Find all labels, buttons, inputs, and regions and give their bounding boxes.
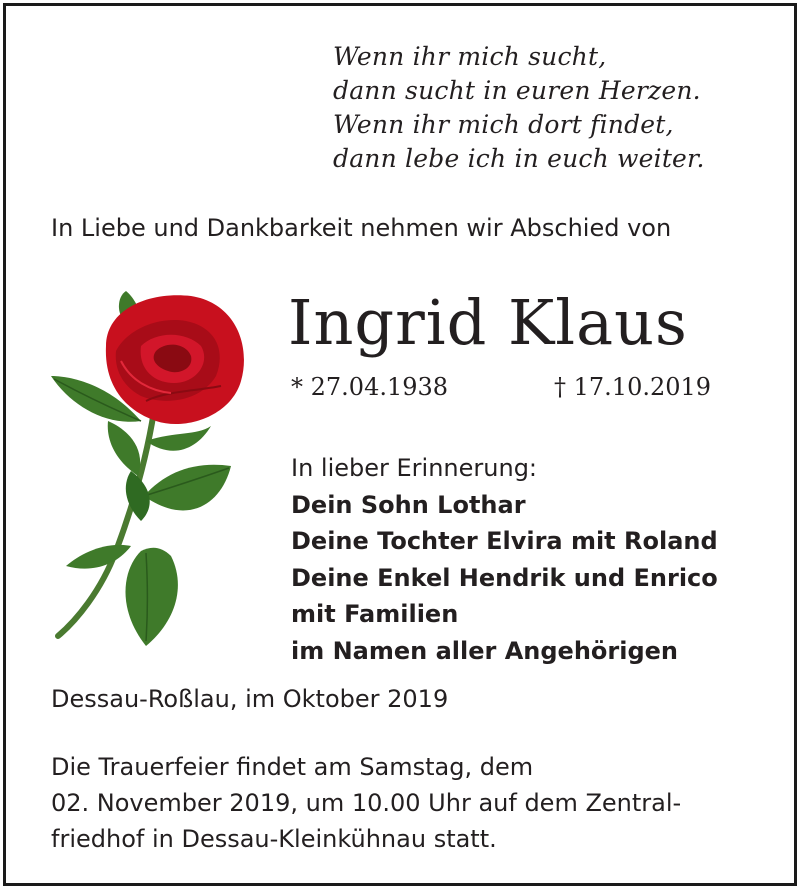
rose-bloom <box>106 295 244 424</box>
deceased-name: Ingrid Klaus <box>288 286 688 359</box>
funeral-line: 02. November 2019, um 10.00 Uhr auf dem Zentral- <box>51 789 682 817</box>
rose-image <box>46 291 256 651</box>
funeral-line: friedhof in Dessau-Kleinkühnau statt. <box>51 825 497 853</box>
obituary-notice <box>3 3 797 886</box>
poem-line: Wenn ihr mich sucht, <box>333 42 607 71</box>
poem-line: Wenn ihr mich dort findet, <box>333 110 674 139</box>
funeral-info <box>51 749 681 857</box>
poem-line: dann sucht in euren Herzen. <box>333 76 701 105</box>
family-heading: In lieber Erinnerung: <box>291 454 538 482</box>
family-line: Deine Enkel Hendrik und Enrico <box>291 563 718 592</box>
funeral-line: Die Trauerfeier findet am Samstag, dem <box>51 753 534 781</box>
family-signature <box>291 450 718 669</box>
family-line: Dein Sohn Lothar <box>291 490 526 519</box>
family-line: Deine Tochter Elvira mit Roland <box>291 527 718 555</box>
family-line: mit Familien <box>291 600 459 628</box>
death-date: † 17.10.2019 <box>554 373 712 401</box>
intro-text: In Liebe und Dankbarkeit nehmen wir Abschied von <box>51 214 672 242</box>
family-line: im Namen aller Angehörigen <box>291 636 679 665</box>
poem <box>333 40 773 176</box>
birth-date: * 27.04.1938 <box>291 373 449 401</box>
poem-line: dann lebe ich in euch weiter. <box>333 144 705 173</box>
place-date: Dessau-Roßlau, im Oktober 2019 <box>51 685 449 713</box>
